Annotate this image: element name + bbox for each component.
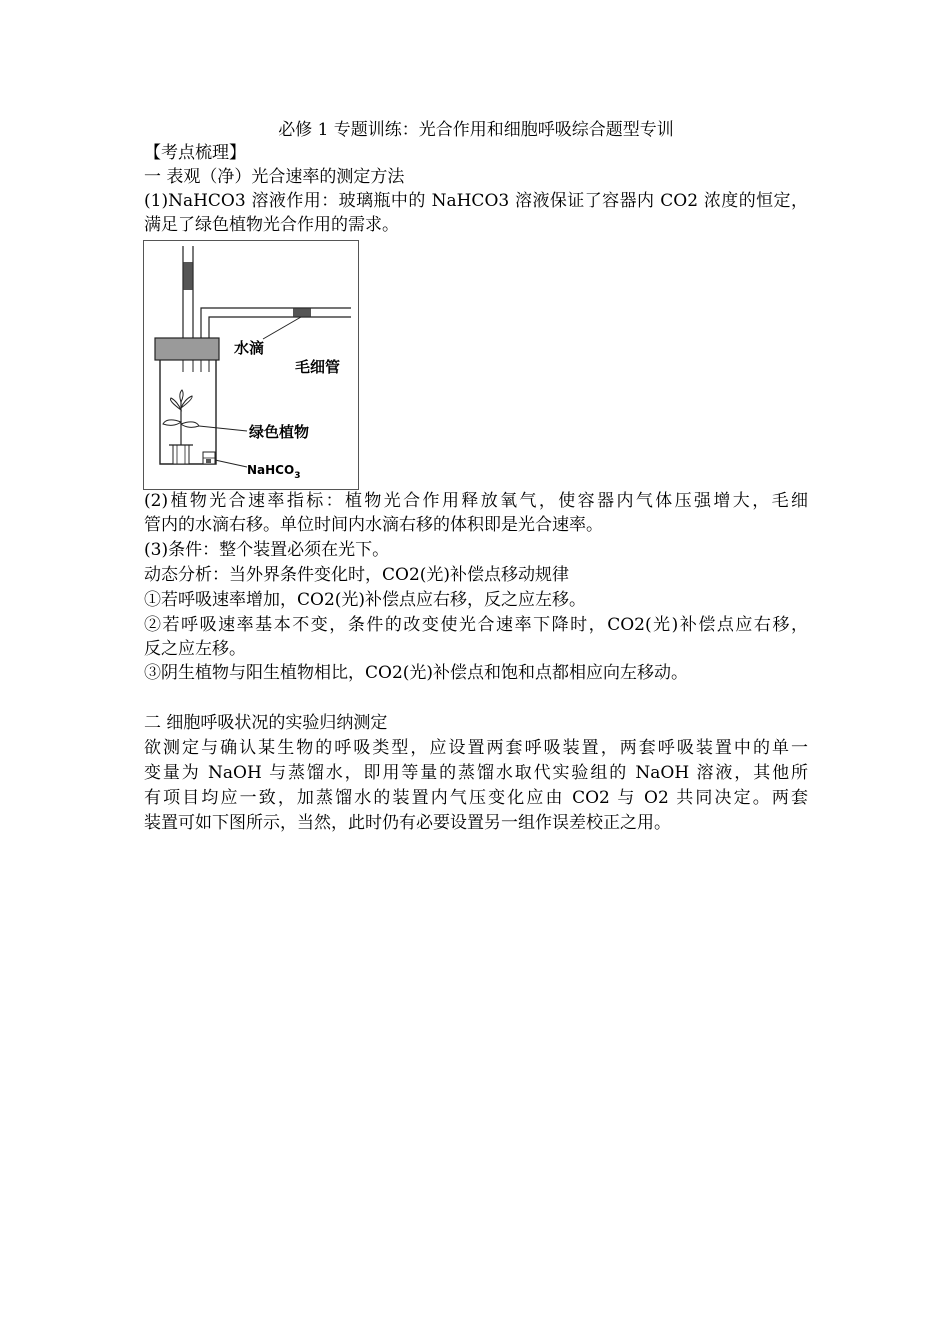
apparatus-diagram <box>143 240 359 490</box>
list-item-2-line1: ②若呼吸速率基本不变，条件的改变使光合速率下降时，CO2(光)补偿点应右移， <box>144 615 808 635</box>
section2-heading: 二 细胞呼吸状况的实验归纳测定 <box>144 713 388 733</box>
document-title: 必修 1 专题训练：光合作用和细胞呼吸综合题型专训 <box>278 120 674 140</box>
section2-line3: 有项目均应一致，加蒸馏水的装置内气压变化应由 CO2 与 O2 共同决定。两套 <box>144 788 808 808</box>
list-item-2-line2: 反之应左移。 <box>144 639 246 659</box>
paragraph1-line2: 满足了绿色植物光合作用的需求。 <box>144 215 399 235</box>
section2-line4: 装置可如下图所示，当然，此时仍有必要设置另一组作误差校正之用。 <box>144 813 671 833</box>
section2-line2: 变量为 NaOH 与蒸馏水，即用等量的蒸馏水取代实验组的 NaOH 溶液，其他所 <box>144 763 808 783</box>
dynamic-analysis: 动态分析：当外界条件变化时，CO2(光)补偿点移动规律 <box>144 565 570 585</box>
apparatus-figure <box>143 240 359 490</box>
section1-heading: 一 表观（净）光合速率的测定方法 <box>144 167 405 187</box>
label-nahco3-subscript: 3 <box>294 471 301 481</box>
paragraph2-line2: 管内的水滴右移。单位时间内水滴右移的体积即是光合速率。 <box>144 515 603 535</box>
section2-line1: 欲测定与确认某生物的呼吸类型，应设置两套呼吸装置，两套呼吸装置中的单一 <box>144 738 808 758</box>
paragraph3: (3)条件：整个装置必须在光下。 <box>144 540 390 560</box>
paragraph2-line1: (2)植物光合速率指标：植物光合作用释放氧气，使容器内气体压强增大，毛细 <box>144 491 808 511</box>
label-capillary: 毛细管 <box>295 358 341 376</box>
label-nahco3 <box>247 463 300 481</box>
label-water-drop: 水滴 <box>234 339 265 357</box>
section-label: 【考点梳理】 <box>144 143 246 163</box>
label-green-plant: 绿色植物 <box>249 423 310 441</box>
paragraph1-line1: (1)NaHCO3 溶液作用：玻璃瓶中的 NaHCO3 溶液保证了容器内 CO2 浓度的恒定， <box>144 191 808 211</box>
list-item-3: ③阴生植物与阳生植物相比，CO2(光)补偿点和饱和点都相应向左移动。 <box>144 663 689 683</box>
list-item-1: ①若呼吸速率增加，CO2(光)补偿点应右移，反之应左移。 <box>144 590 587 610</box>
label-nahco3-main: NaHCO <box>247 463 295 477</box>
